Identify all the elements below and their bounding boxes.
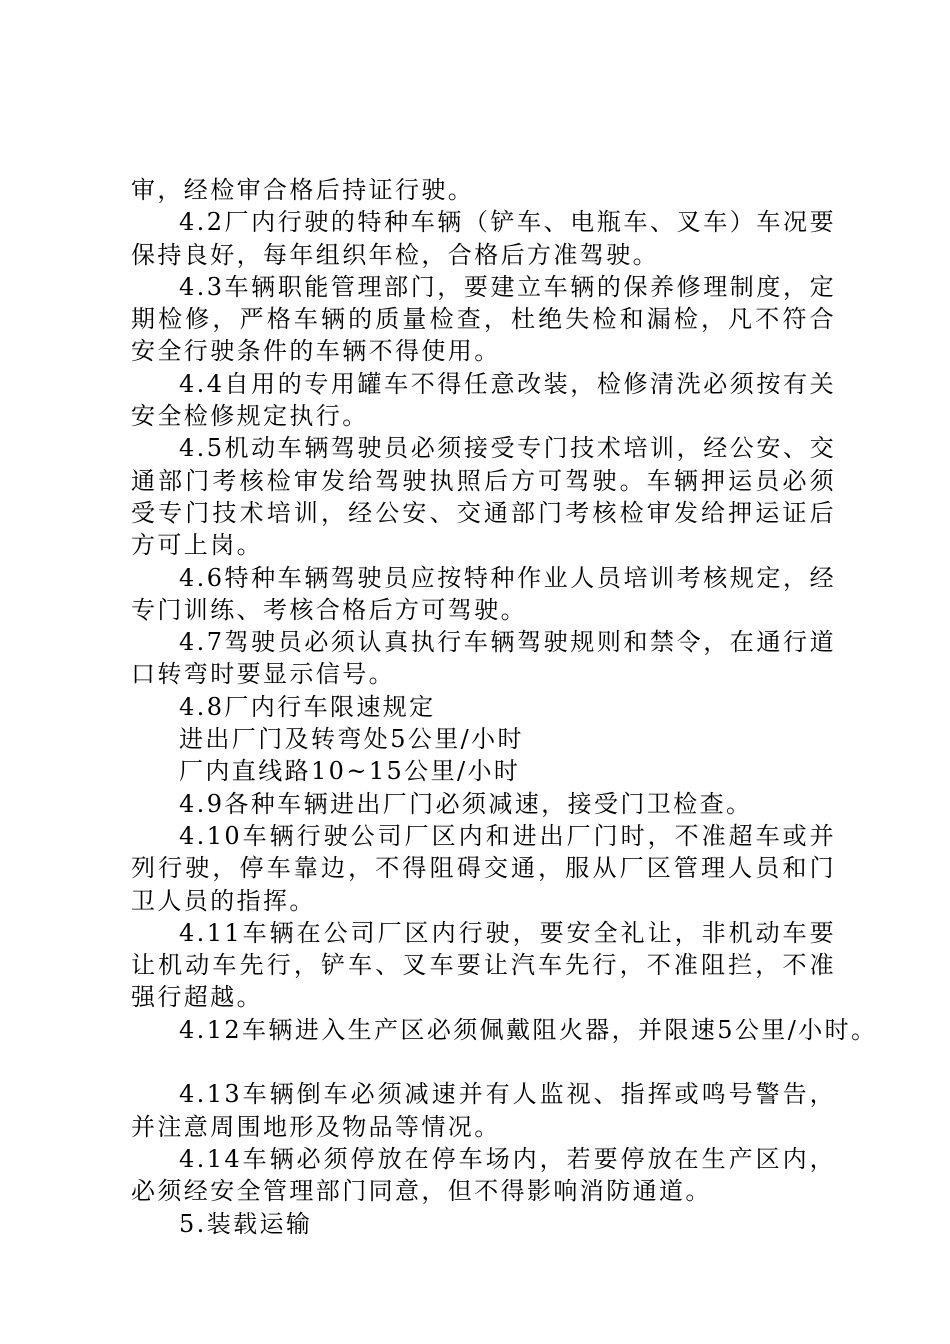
paragraph-4-6: 4.6特种车辆驾驶员应按特种作业人员培训考核规定，经专门训练、考核合格后方可驾驶。 — [131, 563, 836, 624]
paragraph-4-13: 4.13车辆倒车必须减速并有人监视、指挥或鸣号警告，并注意周围地形及物品等情况。 — [131, 1080, 836, 1141]
paragraph-4-5: 4.5机动车辆驾驶员必须接受专门技术培训，经公安、交通部门考核检审发给驾驶执照后方可驾驶。车辆押运员必须受专门技术培训，经公安、交通部门考核检审发给押运证后方可上岗。 — [131, 434, 836, 560]
paragraph-4-3: 4.3车辆职能管理部门，要建立车辆的保养修理制度，定期检修，严格车辆的质量检查，杜绝失检和漏检，凡不符合安全行驶条件的车辆不得使用。 — [131, 272, 836, 366]
document-body — [131, 174, 878, 1240]
paragraph-4-12: 4.12车辆进入生产区必须佩戴阻火器，并限速5公里/小时。 — [179, 1015, 878, 1044]
speed-limit-gate: 进出厂门及转弯处5公里/小时 — [179, 725, 524, 754]
blank-line — [131, 1046, 836, 1078]
paragraph-continuation: 审，经检审合格后持证行驶。 — [131, 176, 475, 204]
speed-limit-straight-road: 厂内直线路10~15公里/小时 — [179, 757, 521, 786]
paragraph-4-2: 4.2厂内行驶的特种车辆（铲车、电瓶车、叉车）车况要保持良好，每年组织年检，合格后方准驾驶。 — [131, 208, 836, 269]
paragraph-4-14: 4.14车辆必须停放在停车场内，若要停放在生产区内，必须经安全管理部门同意，但不得影响消防通道。 — [131, 1144, 836, 1206]
paragraph-4-4: 4.4自用的专用罐车不得任意改装，检修清洗必须按有关安全检修规定执行。 — [131, 369, 836, 431]
paragraph-4-10: 4.10车辆行驶公司厂区内和进出厂门时，不准超车或并列行驶，停车靠边，不得阻碍交通，服从厂区管理人员和门卫人员的指挥。 — [131, 821, 836, 915]
section-heading-5: 5.装载运输 — [179, 1209, 313, 1238]
paragraph-4-11: 4.11车辆在公司厂区内行驶，要安全礼让，非机动车要让机动车先行，铲车、叉车要让汽车先行，不准阻拦，不准强行超越。 — [131, 918, 836, 1012]
paragraph-4-7: 4.7驾驶员必须认真执行车辆驾驶规则和禁令，在通行道口转弯时要显示信号。 — [131, 628, 836, 689]
paragraph-4-8: 4.8厂内行车限速规定 — [179, 692, 436, 721]
paragraph-4-9: 4.9各种车辆进出厂门必须减速，接受门卫检查。 — [179, 789, 753, 818]
